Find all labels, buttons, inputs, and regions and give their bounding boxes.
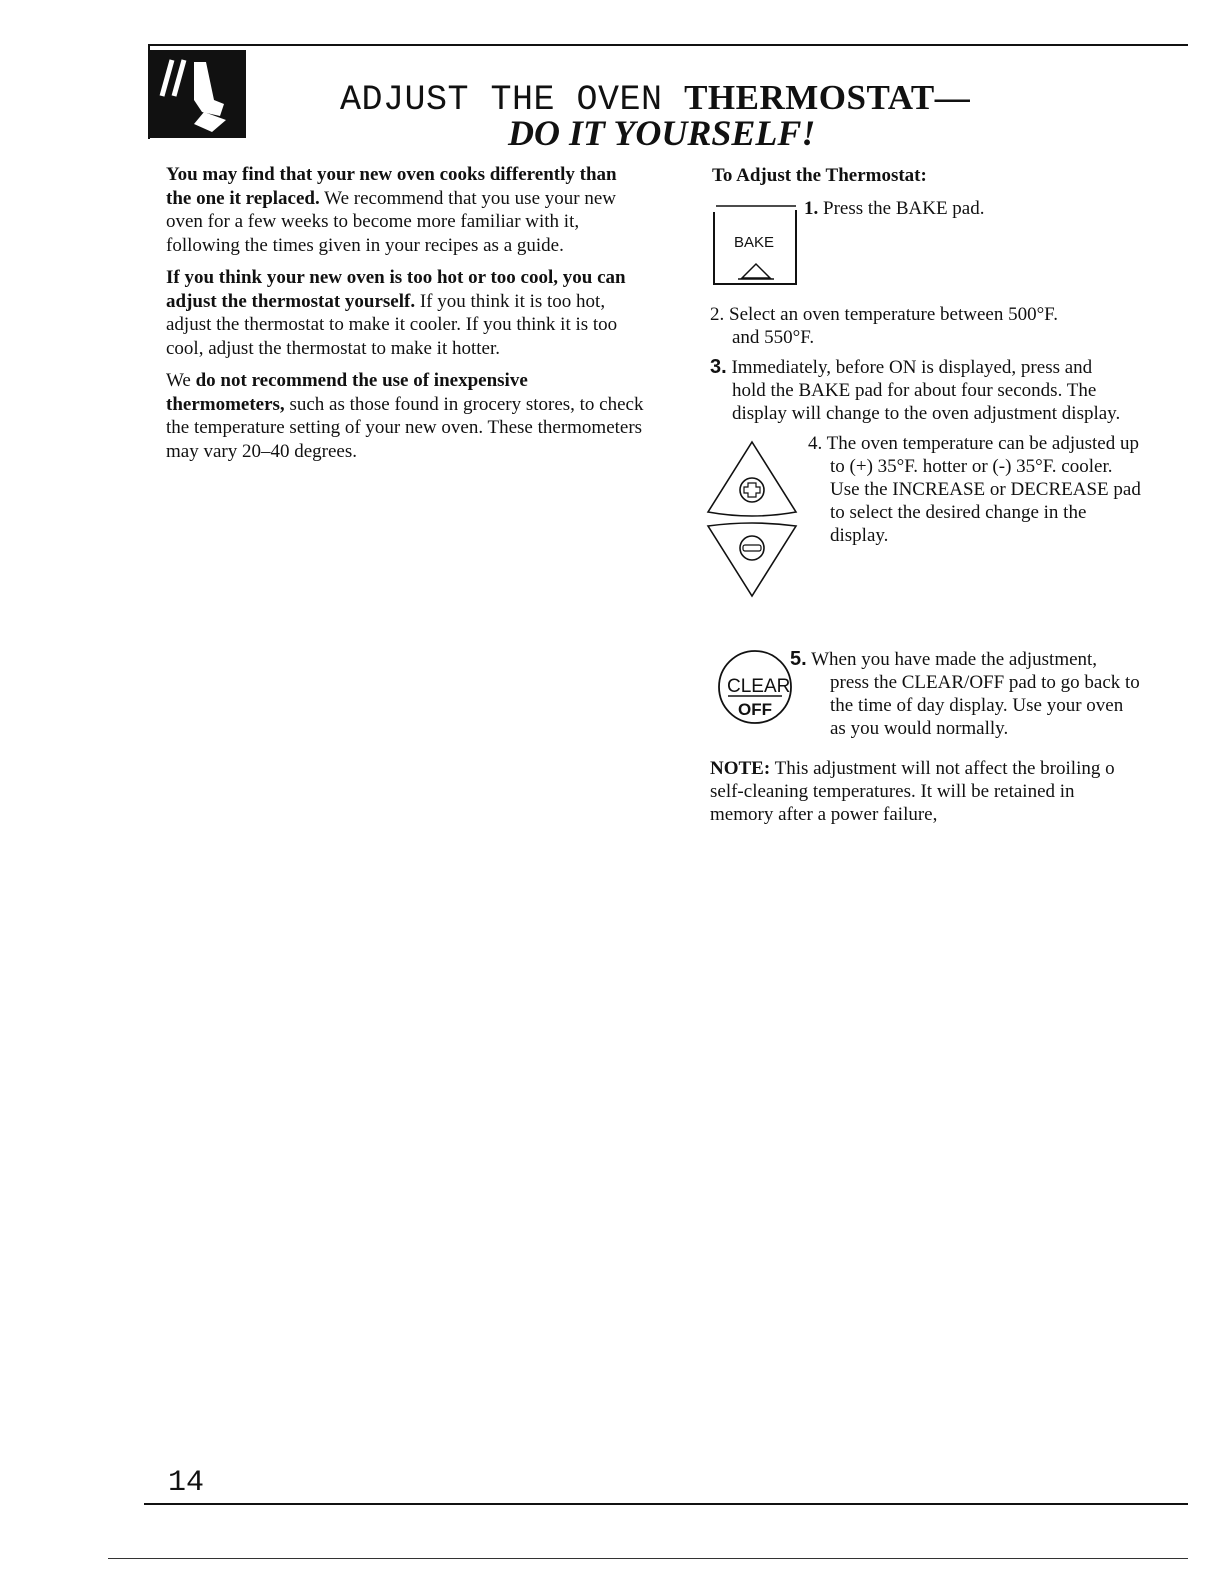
note-line-2: self-cleaning temperatures. It will be retained in — [710, 781, 1075, 802]
step-4-line-5: display. — [830, 525, 889, 546]
step-5-line-2: press the CLEAR/OFF pad to go back to — [830, 672, 1140, 693]
step-5-line-4: as you would normally. — [830, 718, 1009, 739]
step-1-number: 1. — [804, 198, 819, 219]
title-plain: ADJUST THE OVEN — [340, 80, 685, 120]
note-label: NOTE: — [710, 758, 771, 779]
intro-p1-text: We recommend that you use your new oven for a few weeks to become more familiar with it, following the times given in your recipes as a guide. — [166, 187, 616, 256]
note-line-3: memory after a power failure, — [710, 804, 938, 825]
clear-pad-label: CLEAR — [727, 676, 791, 697]
step-3-line-1 — [710, 356, 1092, 379]
step-5-number: 5. — [790, 648, 807, 670]
note-line-1 — [710, 757, 1115, 780]
step-4-line-3: Use the INCREASE or DECREASE pad — [830, 479, 1141, 500]
step-4-line-1: 4. The oven temperature can be adjusted up — [808, 433, 1139, 454]
step-3-number: 3. — [710, 356, 727, 378]
step-5-text: When you have made the adjustment, — [806, 649, 1098, 670]
step-3-line-3: display will change to the oven adjustment display. — [732, 403, 1121, 424]
step-1 — [804, 197, 984, 220]
intro-paragraph-3 — [166, 369, 646, 463]
note-text: This adjustment will not affect the broiling o — [770, 758, 1115, 779]
intro-p3-pre: We — [166, 370, 196, 391]
increase-pad-icon — [704, 438, 800, 520]
page-number: 14 — [168, 1466, 205, 1500]
title-bold: THERMOSTAT— — [684, 78, 971, 117]
hand-pressing-pad-icon — [148, 50, 246, 138]
bake-pad-label: BAKE — [734, 234, 775, 251]
step-3-text: Immediately, before ON is displayed, press and — [726, 357, 1093, 378]
decrease-pad-icon — [704, 520, 800, 600]
intro-paragraph-2 — [166, 266, 646, 360]
intro-column — [166, 163, 646, 472]
step-2-line-2: and 550°F. — [732, 327, 815, 348]
step-5-line-1 — [790, 648, 1097, 671]
page-edge-rule — [108, 1558, 1188, 1559]
step-4-line-2: to (+) 35°F. hotter or (-) 35°F. cooler. — [830, 456, 1113, 477]
bottom-rule — [144, 1503, 1188, 1505]
top-rule — [148, 44, 1188, 46]
intro-p1-bold: You may find that your new oven cooks differently than the one it replaced. — [166, 164, 617, 209]
off-pad-label: OFF — [738, 700, 772, 719]
intro-p2-text: If you think it is too hot, adjust the thermostat to make it cooler. If you think it is too cool, adjust the thermostat to make it hotter. — [166, 290, 618, 359]
intro-paragraph-1 — [166, 163, 646, 257]
page-subtitle: DO IT YOURSELF! — [508, 113, 816, 153]
step-3-line-2: hold the BAKE pad for about four seconds. The — [732, 380, 1097, 401]
steps-heading: To Adjust the Thermostat: — [712, 165, 927, 186]
intro-p3-bold: do not recommend the use of inexpensive thermometers, — [166, 370, 528, 415]
step-1-text: Press the BAKE pad. — [818, 198, 985, 219]
step-2-line-1: 2. Select an oven temperature between 500°F. — [710, 304, 1058, 325]
step-4-line-4: to select the desired change in the — [830, 502, 1087, 523]
intro-p3-text: such as those found in grocery stores, to check the temperature setting of your new oven. These thermometers may vary 20–40 degrees. — [166, 393, 644, 462]
intro-p2-bold: If you think your new oven is too hot or too cool, you can adjust the thermostat yourself. — [166, 267, 626, 312]
step-5-line-3: the time of day display. Use your oven — [830, 695, 1124, 716]
